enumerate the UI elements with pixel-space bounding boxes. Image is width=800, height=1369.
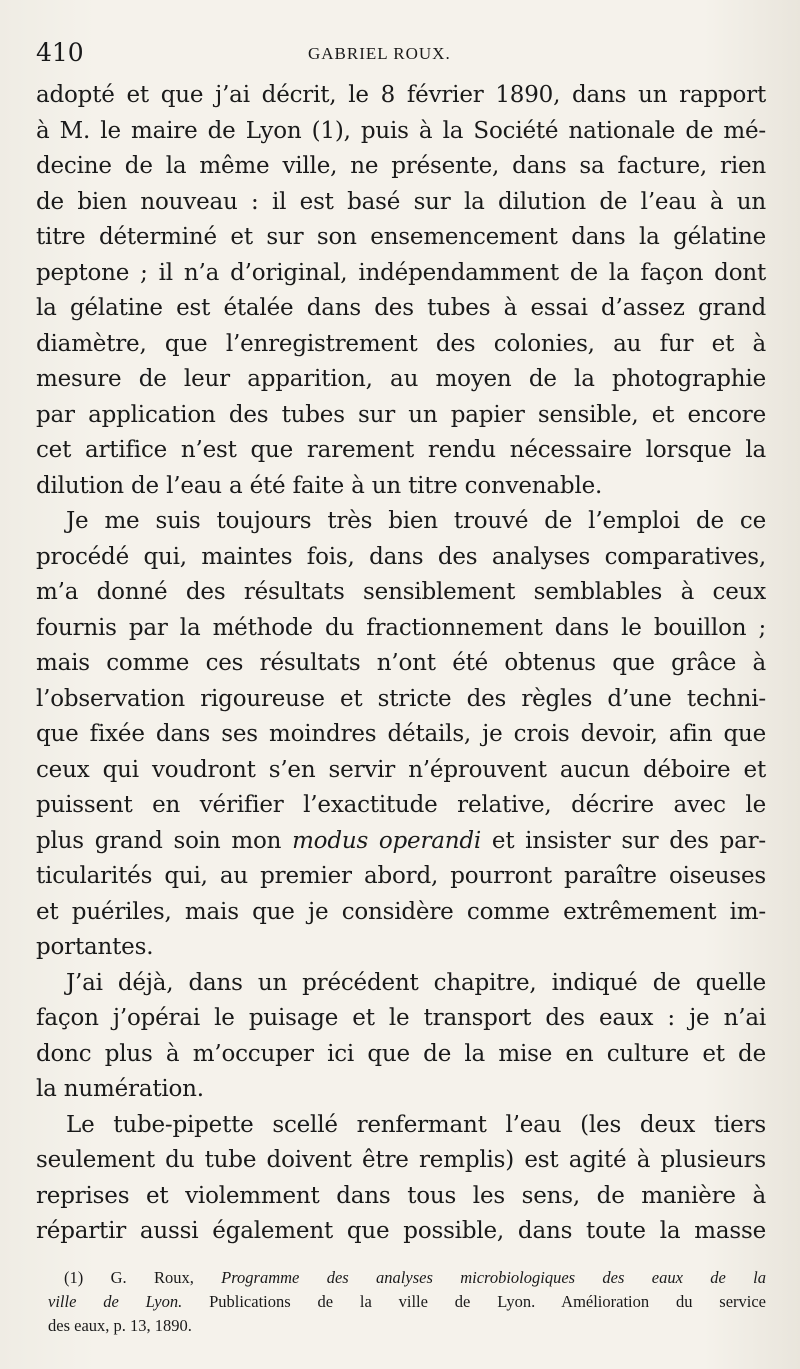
paragraph-start: Le tube-pipette scellé renfermant l’eau (les deux tiers xyxy=(66,1111,766,1138)
text-line: adopté et que j’ai décrit, le 8 février 1890, dans un rapport xyxy=(36,82,766,108)
text-line: cet artifice n’est que rarement rendu nécessaire lorsque la xyxy=(36,437,766,463)
text-line: la gélatine est étalée dans des tubes à essai d’assez grand xyxy=(36,295,766,321)
text-line: que fixée dans ses moindres détails, je crois devoir, afin que xyxy=(36,721,766,747)
italic-phrase: modus operandi xyxy=(292,827,482,854)
text-line: reprises et violemment dans tous les sens, de manière à xyxy=(36,1182,766,1209)
text-line: mais comme ces résultats n’ont été obtenus que grâce à xyxy=(36,650,766,676)
body-text xyxy=(36,78,766,1250)
text-line: mesure de leur apparition, au moyen de la photographie xyxy=(36,366,766,392)
page-number: 410 xyxy=(36,38,84,67)
footnote-title: ville de Lyon. xyxy=(48,1292,183,1311)
text-line: dilution de l’eau a été faite à un titre convenable. xyxy=(36,472,603,499)
text-line: l’observation rigoureuse et stricte des règles d’une techni- xyxy=(36,685,766,712)
text-line: répartir aussi également que possible, dans toute la masse xyxy=(36,1218,766,1244)
text-line: seulement du tube doivent être remplis) est agité à plusieurs xyxy=(36,1147,766,1173)
footnote-marker: (1) G. Roux, xyxy=(64,1268,222,1287)
text-line: à M. le maire de Lyon (1), puis à la Société nationale de mé- xyxy=(36,117,766,144)
footnote-line: des eaux, p. 13, 1890. xyxy=(48,1316,192,1335)
text-line: par application des tubes sur un papier sensible, et encore xyxy=(36,401,766,428)
paragraph-start: Je me suis toujours très bien trouvé de l’emploi de ce xyxy=(66,508,766,534)
text-line: ticularités qui, au premier abord, pourront paraître oiseuses xyxy=(36,863,766,889)
text-line: la numération. xyxy=(36,1076,204,1102)
text-segment: plus grand soin mon xyxy=(36,827,293,854)
text-line: titre déterminé et sur son ensemencement dans la gélatine xyxy=(36,224,766,250)
text-line: procédé qui, maintes fois, dans des analyses comparatives, xyxy=(36,543,766,570)
text-line: façon j’opérai le puisage et le transport des eaux : je n’ai xyxy=(36,1005,766,1031)
page-header xyxy=(36,38,776,72)
footnote-line xyxy=(48,1266,766,1290)
text-line: decine de la même ville, ne présente, dans sa facture, rien xyxy=(36,153,766,179)
footnote-line xyxy=(48,1290,766,1314)
footnote-text: Publications de la ville de Lyon. Amélioration du service xyxy=(182,1292,767,1311)
text-line: puissent en vérifier l’exactitude relative, décrire avec le xyxy=(36,792,766,818)
text-line: peptone ; il n’a d’original, indépendamment de la façon dont xyxy=(36,259,766,286)
text-line: portantes. xyxy=(36,934,154,960)
footnote xyxy=(48,1266,766,1338)
text-line: et puériles, mais que je considère comme extrêmement im- xyxy=(36,898,766,925)
running-head: GABRIEL ROUX. xyxy=(308,44,451,63)
text-line: de bien nouveau : il est basé sur la dilution de l’eau à un xyxy=(36,188,766,215)
footnote-title: Programme des analyses microbiologiques des eaux de la xyxy=(221,1268,766,1287)
text-segment: et insister sur des par- xyxy=(481,827,766,854)
text-line xyxy=(36,824,766,860)
text-line: fournis par la méthode du fractionnement dans le bouillon ; xyxy=(36,614,766,641)
text-line: donc plus à m’occuper ici que de la mise en culture et de xyxy=(36,1040,766,1067)
text-line: m’a donné des résultats sensiblement semblables à ceux xyxy=(36,579,766,605)
text-line: diamètre, que l’enregistrement des colonies, au fur et à xyxy=(36,330,766,357)
paragraph-start: J’ai déjà, dans un précédent chapitre, indiqué de quelle xyxy=(66,969,766,996)
text-line: ceux qui voudront s’en servir n’éprouvent aucun déboire et xyxy=(36,756,766,783)
